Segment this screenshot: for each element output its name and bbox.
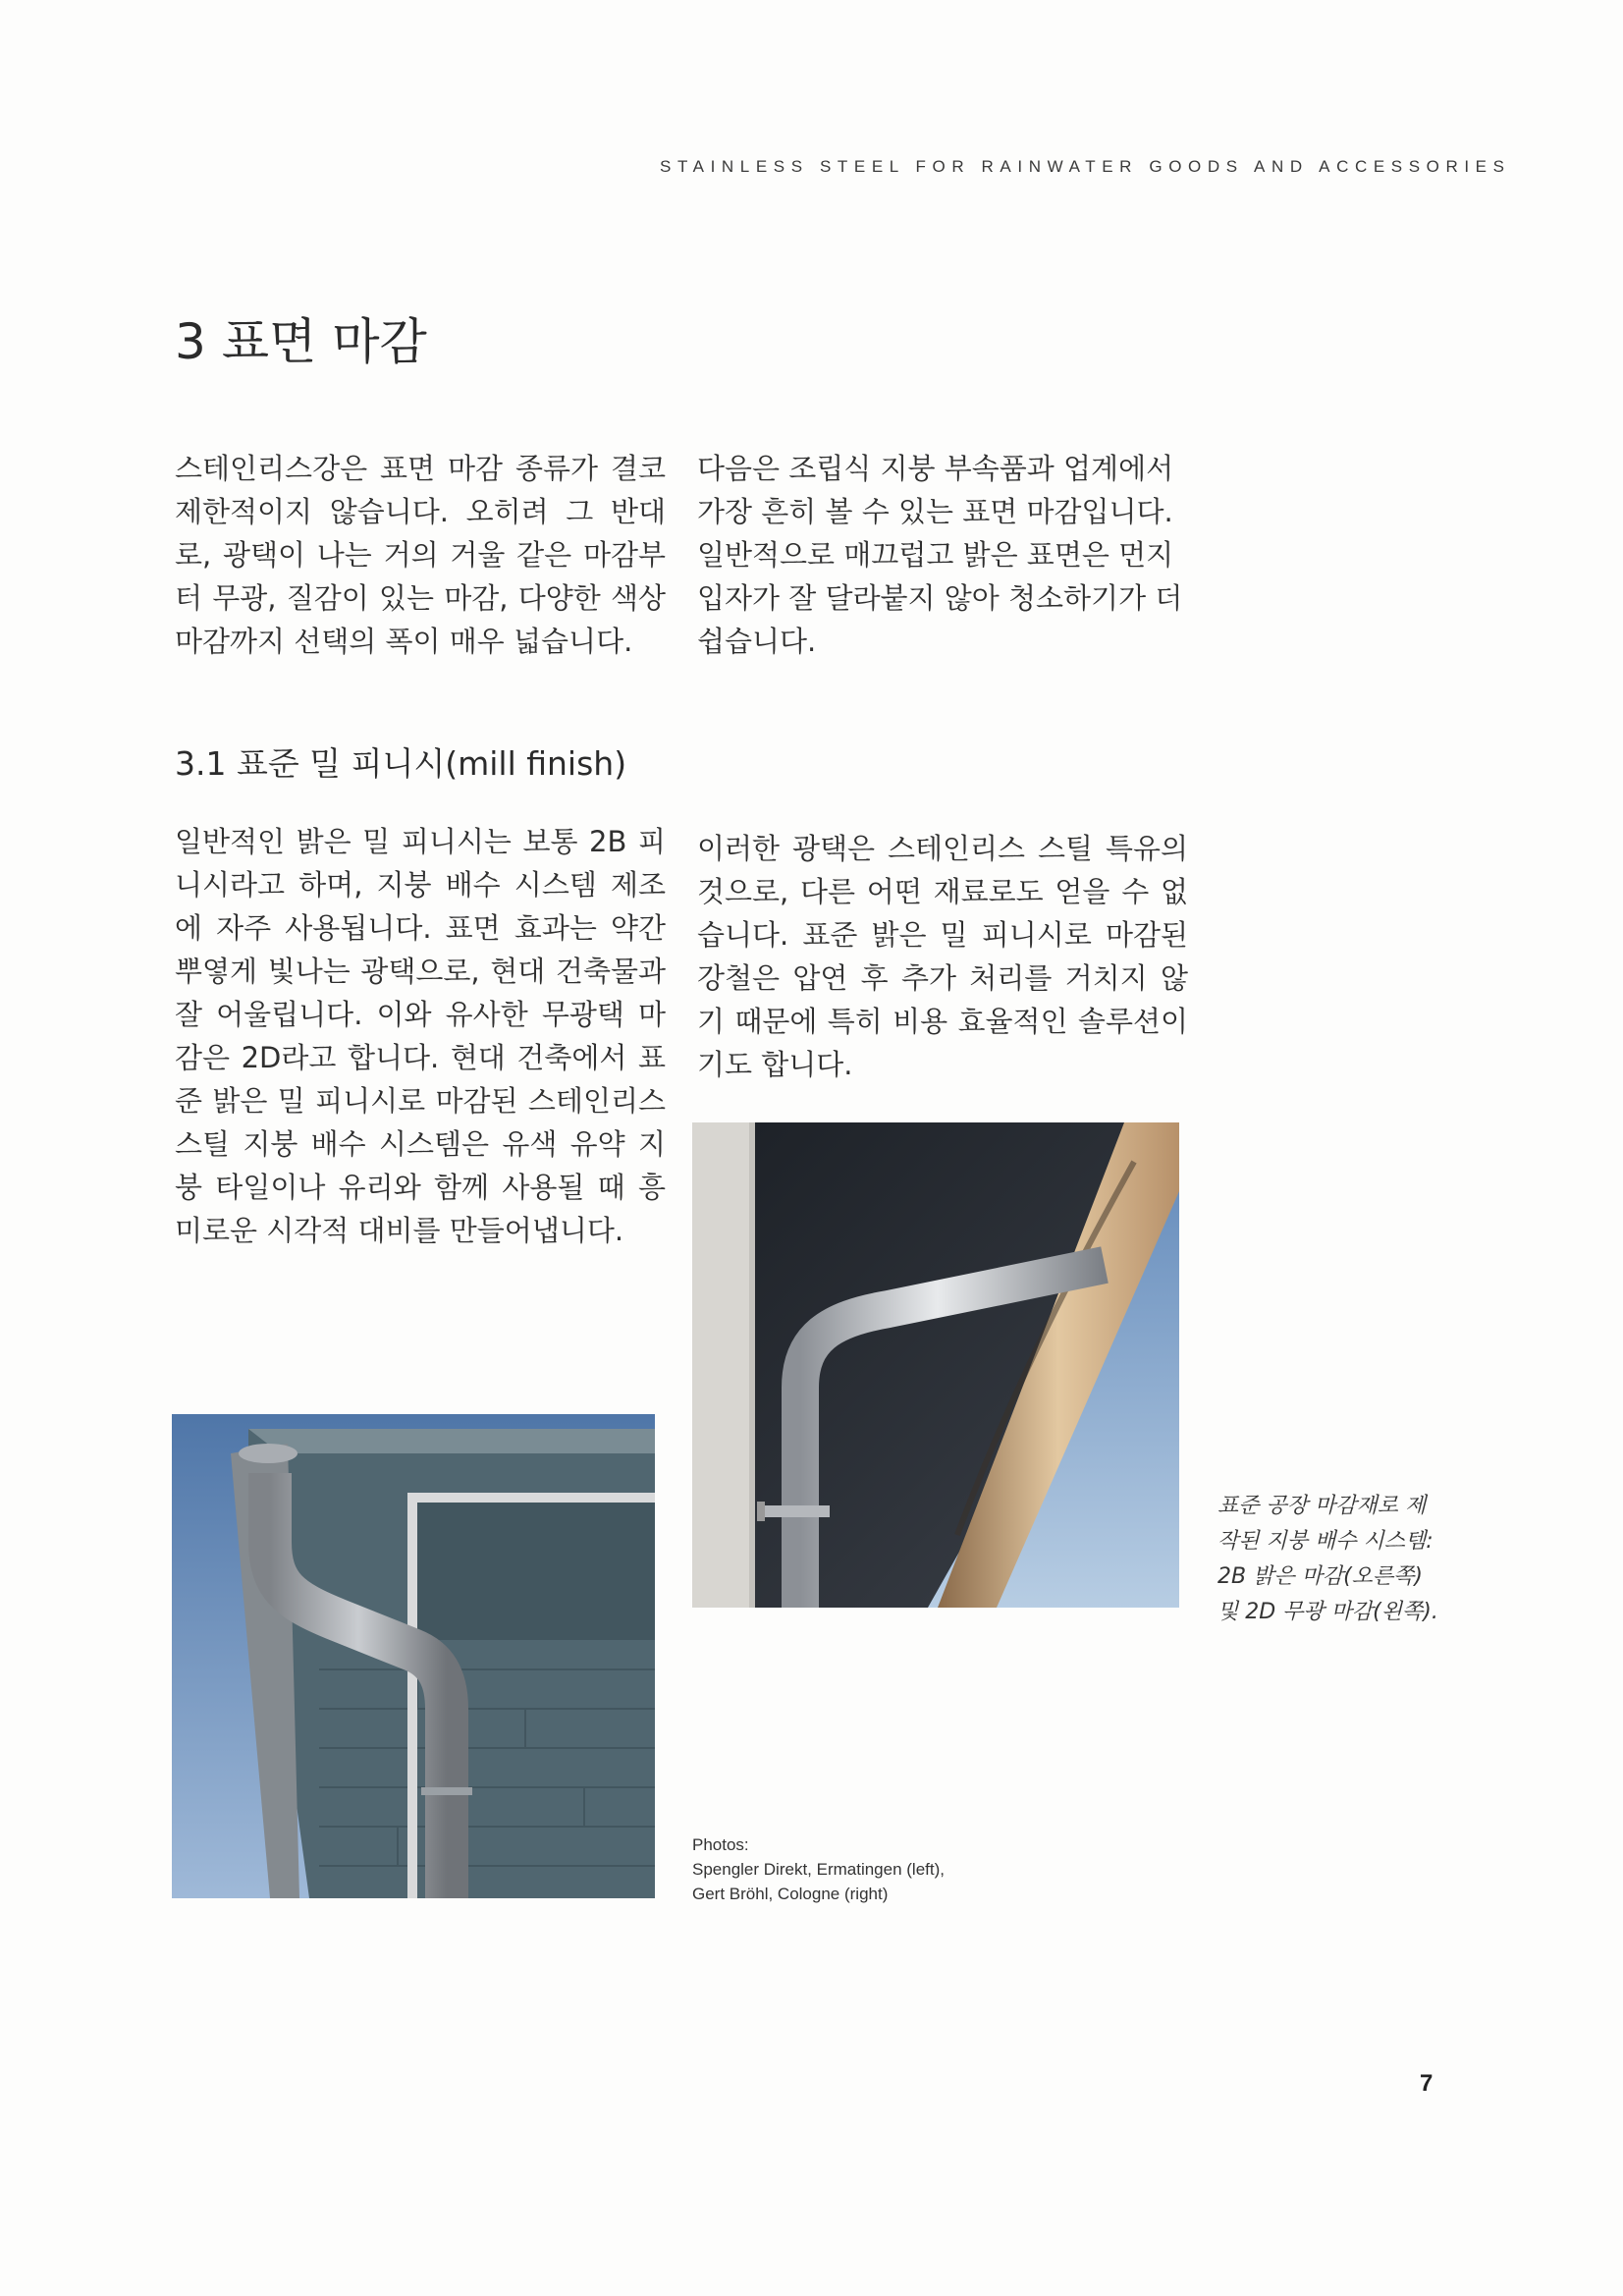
section-paragraph-right: 이러한 광택은 스테인리스 스틸 특유의 것으로, 다른 어떤 재료로도 얻을 수 없습니다. 표준 밝은 밀 피니시로 마감된 강철은 압연 후 추가 처리를 거치지 않기 때문에 특히 비용 효율적인 솔루션이기도 합니다.: [697, 832, 1188, 1081]
figure-caption: 표준 공장 마감재로 제작된 지붕 배수 시스템: 2B 밝은 마감(오른쪽) 및 2D 무광 마감(왼쪽).: [1217, 1494, 1438, 1624]
photo-2d-matte-downpipe: [172, 1414, 655, 1898]
section-title: 3.1 표준 밀 피니시(mill finish): [175, 744, 627, 783]
photo-credits-line: Gert Bröhl, Cologne (right): [692, 1885, 889, 1903]
photo-credits: [692, 1832, 945, 1906]
photo-credits-line: Photos:: [692, 1835, 749, 1854]
running-header: STAINLESS STEEL FOR RAINWATER GOODS AND ACCESSORIES: [660, 157, 1511, 176]
intro-paragraph-right: 다음은 조립식 지붕 부속품과 업계에서 가장 흔히 볼 수 있는 표면 마감입니다. 일반적으로 매끄럽고 밝은 표면은 먼지 입자가 잘 달라붙지 않아 청소하기가 더 쉽습니다.: [697, 452, 1183, 658]
intro-paragraph-left: 스테인리스강은 표면 마감 종류가 결코 제한적이지 않습니다. 오히려 그 반대로, 광택이 나는 거의 거울 같은 마감부터 무광, 질감이 있는 마감, 다양한 색상 마감까지 선택의 폭이 매우 넓습니다.: [175, 452, 666, 658]
page-number: 7: [1420, 2070, 1434, 2097]
photo-credits-line: Spengler Direkt, Ermatingen (left),: [692, 1860, 945, 1879]
section-paragraph-left: 일반적인 밝은 밀 피니시는 보통 2B 피니시라고 하며, 지붕 배수 시스템 제조에 자주 사용됩니다. 표면 효과는 약간 뿌옇게 빛나는 광택으로, 현대 건축물과 잘 어울립니다. 이와 유사한 무광택 마감은 2D라고 합니다. 현대 건축에서 표준 밝은 밀 피니시로 마감된 스테인리스 스틸 지붕 배수 시스템은 유색 유약 지붕 타일이나 유리와 함께 사용될 때 흥미로운 시각적 대비를 만들어냅니다.: [175, 825, 666, 1247]
photo-2b-bright-downpipe: [692, 1122, 1179, 1608]
chapter-title: 3 표면 마감: [175, 313, 427, 370]
